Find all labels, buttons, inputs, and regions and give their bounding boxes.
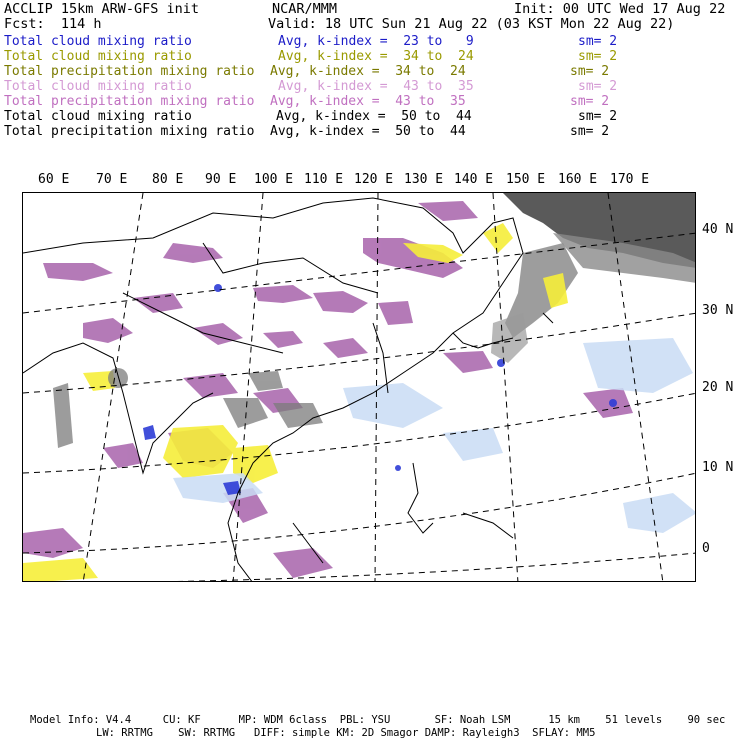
lat-label: 0 (702, 541, 710, 556)
lon-label: 170 E (610, 172, 650, 187)
legend-smoothing: sm= 2 (570, 64, 610, 79)
legend-field-name: Total precipitation mixing ratio (4, 64, 255, 79)
lon-label: 140 E (454, 172, 494, 187)
cloud-field-dark (491, 193, 696, 363)
lat-label: 30 N (702, 303, 734, 318)
legend-field-name: Total cloud mixing ratio (4, 34, 192, 49)
organization: NCAR/MMM (272, 1, 338, 17)
legend-smoothing: sm= 2 (578, 49, 618, 64)
valid-time: Valid: 18 UTC Sun 21 Aug 22 (03 KST Mon 22 Aug 22) (268, 16, 675, 32)
lon-label: 80 E (152, 172, 184, 187)
legend-field-name: Total precipitation mixing ratio (4, 94, 255, 109)
lon-label: 100 E (254, 172, 294, 187)
legend-field-name: Total cloud mixing ratio (4, 49, 192, 64)
forecast-hour: Fcst: 114 h (4, 16, 102, 32)
legend-smoothing: sm= 2 (570, 94, 610, 109)
legend-smoothing: sm= 2 (578, 79, 618, 94)
model-title: ACCLIP 15km ARW-GFS init (4, 1, 200, 17)
legend-k-index: Avg, k-index = 43 to 35 (278, 79, 474, 94)
lon-label: 120 E (354, 172, 394, 187)
legend-field-name: Total cloud mixing ratio (4, 79, 192, 94)
init-time: Init: 00 UTC Wed 17 Aug 22 (514, 1, 726, 17)
legend-field-name: Total precipitation mixing ratio (4, 124, 255, 139)
legend-smoothing: sm= 2 (578, 34, 618, 49)
legend-field-name: Total cloud mixing ratio (4, 109, 192, 124)
lon-label: 90 E (205, 172, 237, 187)
model-info-line2: LW: RRTMG SW: RRTMG DIFF: simple KM: 2D Smagor DAMP: Rayleigh3 SFLAY: MM5 (96, 727, 596, 739)
legend-k-index: Avg, k-index = 23 to 9 (278, 34, 474, 49)
map-canvas (23, 193, 696, 582)
legend-smoothing: sm= 2 (570, 124, 610, 139)
lon-label: 70 E (96, 172, 128, 187)
lon-label: 150 E (506, 172, 546, 187)
legend-smoothing: sm= 2 (578, 109, 618, 124)
legend-k-index: Avg, k-index = 50 to 44 (270, 124, 466, 139)
legend-k-index: Avg, k-index = 34 to 24 (270, 64, 466, 79)
lat-label: 40 N (702, 222, 734, 237)
lon-label: 110 E (304, 172, 344, 187)
lon-label: 60 E (38, 172, 70, 187)
legend-k-index: Avg, k-index = 50 to 44 (276, 109, 472, 124)
legend-k-index: Avg, k-index = 34 to 24 (278, 49, 474, 64)
legend-k-index: Avg, k-index = 43 to 35 (270, 94, 466, 109)
model-info-line1: Model Info: V4.4 CU: KF MP: WDM 6class PBL: YSU SF: Noah LSM 15 km 51 levels 90 sec (30, 714, 726, 726)
lat-label: 20 N (702, 380, 734, 395)
lon-label: 160 E (558, 172, 598, 187)
forecast-map (22, 192, 696, 582)
lat-label: 10 N (702, 460, 734, 475)
lon-label: 130 E (404, 172, 444, 187)
